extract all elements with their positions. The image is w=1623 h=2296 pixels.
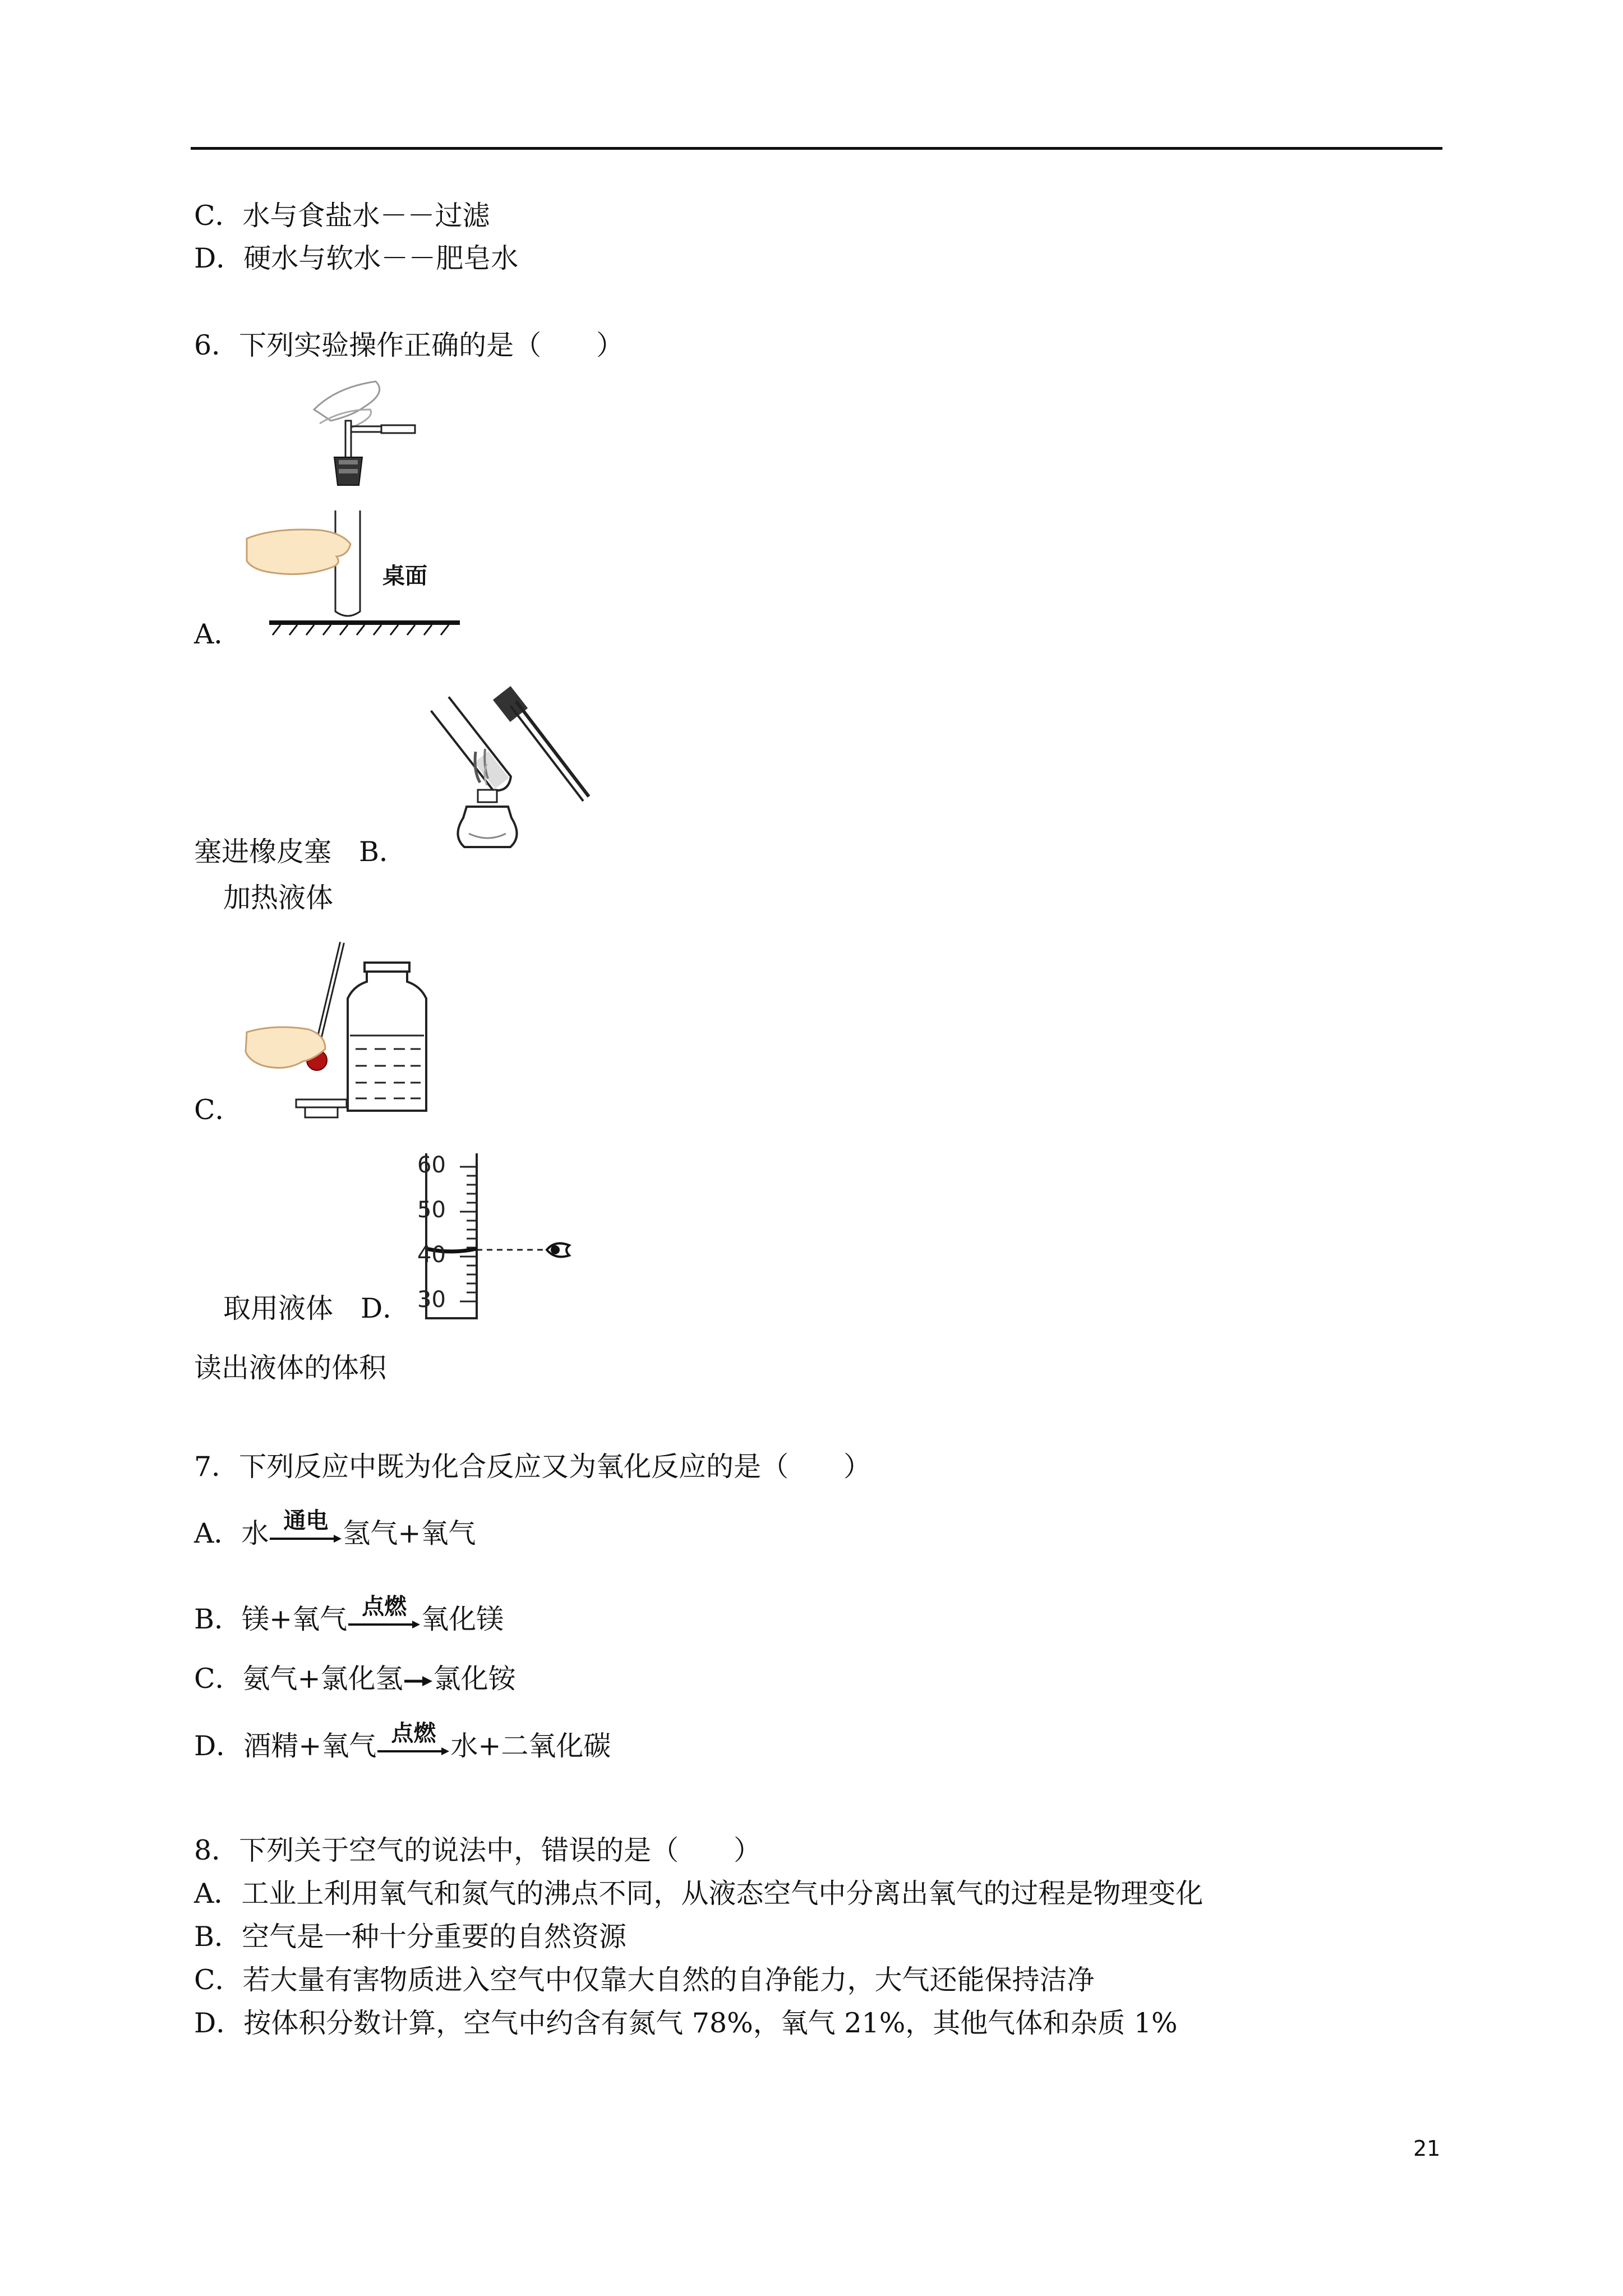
reaction-arrow bbox=[347, 1594, 421, 1637]
desk-surface-label: 桌面 bbox=[382, 563, 427, 589]
stopper-insertion-figure bbox=[236, 376, 471, 645]
q7-option-c bbox=[194, 1662, 516, 1696]
q8-option-a: A．工业上利用氧气和氮气的沸点不同，从液态空气中分离出氧气的过程是物理变化 bbox=[194, 1878, 1204, 1910]
q5-option-c: C．水与食盐水－－过滤 bbox=[194, 200, 490, 232]
q6-caption-a-and-b-letter: 塞进橡皮塞 B． bbox=[194, 836, 407, 868]
heating-liquid-figure bbox=[415, 668, 600, 869]
reaction-condition: 通电 bbox=[283, 1508, 329, 1534]
q8-option-b: B．空气是一种十分重要的自然资源 bbox=[194, 1921, 627, 1953]
reaction-arrow bbox=[376, 1720, 450, 1764]
dropper-liquid-figure bbox=[236, 931, 460, 1133]
tick-label-40: 40 bbox=[417, 1242, 446, 1268]
q7-d-products: 水+二氧化碳 bbox=[450, 1730, 611, 1762]
arrow-icon bbox=[269, 1533, 343, 1544]
reaction-arrow bbox=[269, 1508, 343, 1551]
q7-b-reactants: B．镁+氧气 bbox=[194, 1603, 348, 1635]
q6-option-a-letter: A． bbox=[194, 618, 242, 650]
q6-stem: 6．下列实验操作正确的是（ ） bbox=[194, 329, 624, 361]
q7-a-reactants: A．水 bbox=[194, 1517, 269, 1549]
reaction-condition: 点燃 bbox=[391, 1720, 436, 1746]
q7-c-products: 氯化铵 bbox=[433, 1663, 516, 1695]
q7-option-a bbox=[194, 1508, 476, 1551]
q8-option-d: D．按体积分数计算，空气中约含有氮气 78%，氧气 21%，其他气体和杂质 1% bbox=[194, 2007, 1178, 2039]
q6-caption-d: 读出液体的体积 bbox=[194, 1352, 387, 1384]
q6-caption-b: 加热液体 bbox=[223, 882, 334, 914]
q8-option-c: C．若大量有害物质进入空气中仅靠大自然的自净能力，大气还能保持洁净 bbox=[194, 1964, 1095, 1996]
arrow-icon bbox=[376, 1746, 450, 1757]
tick-label-50: 50 bbox=[417, 1197, 446, 1223]
header-rule bbox=[191, 147, 1442, 150]
arrow-icon bbox=[403, 1673, 434, 1690]
arrow-icon bbox=[347, 1619, 421, 1630]
q5-option-d: D．硬水与软水－－肥皂水 bbox=[194, 242, 519, 274]
q7-b-products: 氧化镁 bbox=[421, 1603, 504, 1635]
reaction-condition: 点燃 bbox=[362, 1594, 407, 1619]
graduated-cylinder-figure bbox=[404, 1150, 583, 1329]
q7-d-reactants: D．酒精+氧气 bbox=[194, 1730, 377, 1762]
q6-option-c-letter: C． bbox=[194, 1094, 243, 1126]
q6-caption-c-and-d-letter: 取用液体 D． bbox=[223, 1292, 411, 1324]
tick-label-30: 30 bbox=[417, 1287, 446, 1313]
q7-option-b bbox=[194, 1594, 504, 1637]
q7-option-d bbox=[194, 1720, 611, 1764]
page-number: 21 bbox=[1413, 2136, 1441, 2161]
q7-c-reactants: C．氨气+氯化氢 bbox=[194, 1663, 403, 1695]
q7-a-products: 氢气+氧气 bbox=[343, 1517, 476, 1549]
q7-stem: 7．下列反应中既为化合反应又为氧化反应的是（ ） bbox=[194, 1451, 872, 1483]
q8-stem: 8．下列关于空气的说法中，错误的是（ ） bbox=[194, 1834, 762, 1866]
tick-label-60: 60 bbox=[417, 1152, 446, 1178]
